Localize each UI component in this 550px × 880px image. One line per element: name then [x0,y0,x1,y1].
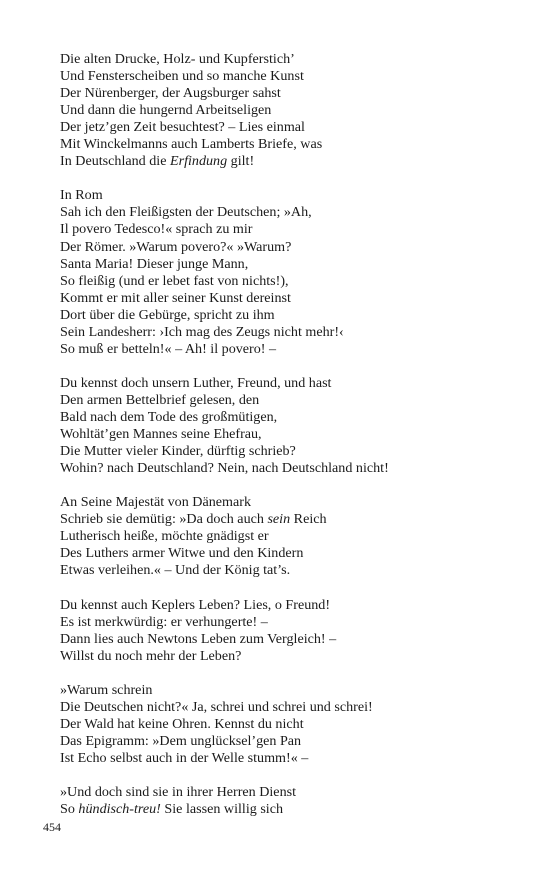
stanza-break [60,665,520,682]
poem-line: In Deutschland die Erfindung gilt! [60,153,255,170]
poem-line: Des Luthers armer Witwe und den Kindern [60,545,304,562]
poem-line: Den armen Bettelbrief gelesen, den [60,391,260,408]
emphasis: hündisch-treu! [78,801,161,818]
poem-text [60,51,520,818]
poem-line: Der Nürenberger, der Augsburger sahst [60,85,281,102]
poem-line: Wohin? nach Deutschland? Nein, nach Deutschland nicht! [60,460,389,477]
page-number: 454 [43,820,61,834]
stanza-break [60,170,520,187]
poem-line: Dann lies auch Newtons Leben zum Vergleich! – [60,630,337,647]
poem-line: Die Deutschen nicht?« Ja, schrei und schrei und schrei! [60,698,373,715]
stanza-break [60,477,520,494]
poem-line: Sah ich den Fleißigsten der Deutschen; »Ah, [60,204,312,221]
poem-line: Sein Landesherr: ›Ich mag des Zeugs nicht mehr!‹ [60,323,344,340]
poem-line: Etwas verleihen.« – Und der König tat’s. [60,562,291,579]
poem-line: Der Wald hat keine Ohren. Kennst du nicht [60,715,304,732]
stanza-break [60,767,520,784]
poem-line: So muß er betteln!« – Ah! il povero! – [60,340,277,357]
poem-line: Es ist merkwürdig: er verhungerte! – [60,613,268,630]
stanza [60,187,520,357]
poem-line: Il povero Tedesco!« sprach zu mir [60,221,253,238]
poem-line: Die Mutter vieler Kinder, dürftig schrieb? [60,443,296,460]
poem-line: Ist Echo selbst auch in der Welle stumm!« – [60,749,309,766]
poem-line: Mit Winckelmanns auch Lamberts Briefe, was [60,136,323,153]
poem-line: Schrieb sie demütig: »Da doch auch sein Reich [60,511,327,528]
poem-line: Kommt er mit aller seiner Kunst dereinst [60,289,291,306]
stanza-break [60,358,520,375]
poem-line: Dort über die Gebürge, spricht zu ihm [60,306,275,323]
stanza [60,494,520,579]
poem-line: Der jetz’gen Zeit besuchtest? – Lies einmal [60,119,305,136]
stanza [60,784,520,818]
emphasis: Erfindung [169,153,228,170]
poem-line: Und dann die hungernd Arbeitseligen [60,102,272,119]
poem-line: In Rom [60,187,103,204]
stanza-break [60,579,520,596]
poem-line: Die alten Drucke, Holz- und Kupferstich’ [60,51,295,67]
poem-line: So fleißig (und er lebet fast von nichts!), [60,272,289,289]
poem-line: Und Fensterscheiben und so manche Kunst [60,68,304,85]
stanza [60,375,520,477]
poem-line: Du kennst auch Keplers Leben? Lies, o Freund! [60,596,331,613]
poem-line: Bald nach dem Tode des großmütigen, [60,408,278,425]
poem-line: »Warum schrein [60,681,153,698]
poem-line: »Und doch sind sie in ihrer Herren Dienst [60,784,297,801]
poem-line: Lutherisch heiße, möchte gnädigst er [60,528,269,545]
emphasis: sein [267,511,291,528]
poem-line: So hündisch-treu! Sie lassen willig sich [60,801,284,818]
poem-line: An Seine Majestät von Dänemark [60,494,251,511]
poem-line: Der Römer. »Warum povero?« »Warum? [60,238,292,255]
poem-line: Santa Maria! Dieser junge Mann, [60,255,249,272]
stanza [60,597,520,665]
poem-line: Das Epigramm: »Dem unglücksel’gen Pan [60,732,302,749]
poem-line: Willst du noch mehr der Leben? [60,647,242,664]
stanza [60,682,520,767]
poem-line: Du kennst doch unsern Luther, Freund, und hast [60,374,332,391]
poem-line: Wohltät’gen Mannes seine Ehefrau, [60,426,262,443]
stanza [60,51,520,170]
